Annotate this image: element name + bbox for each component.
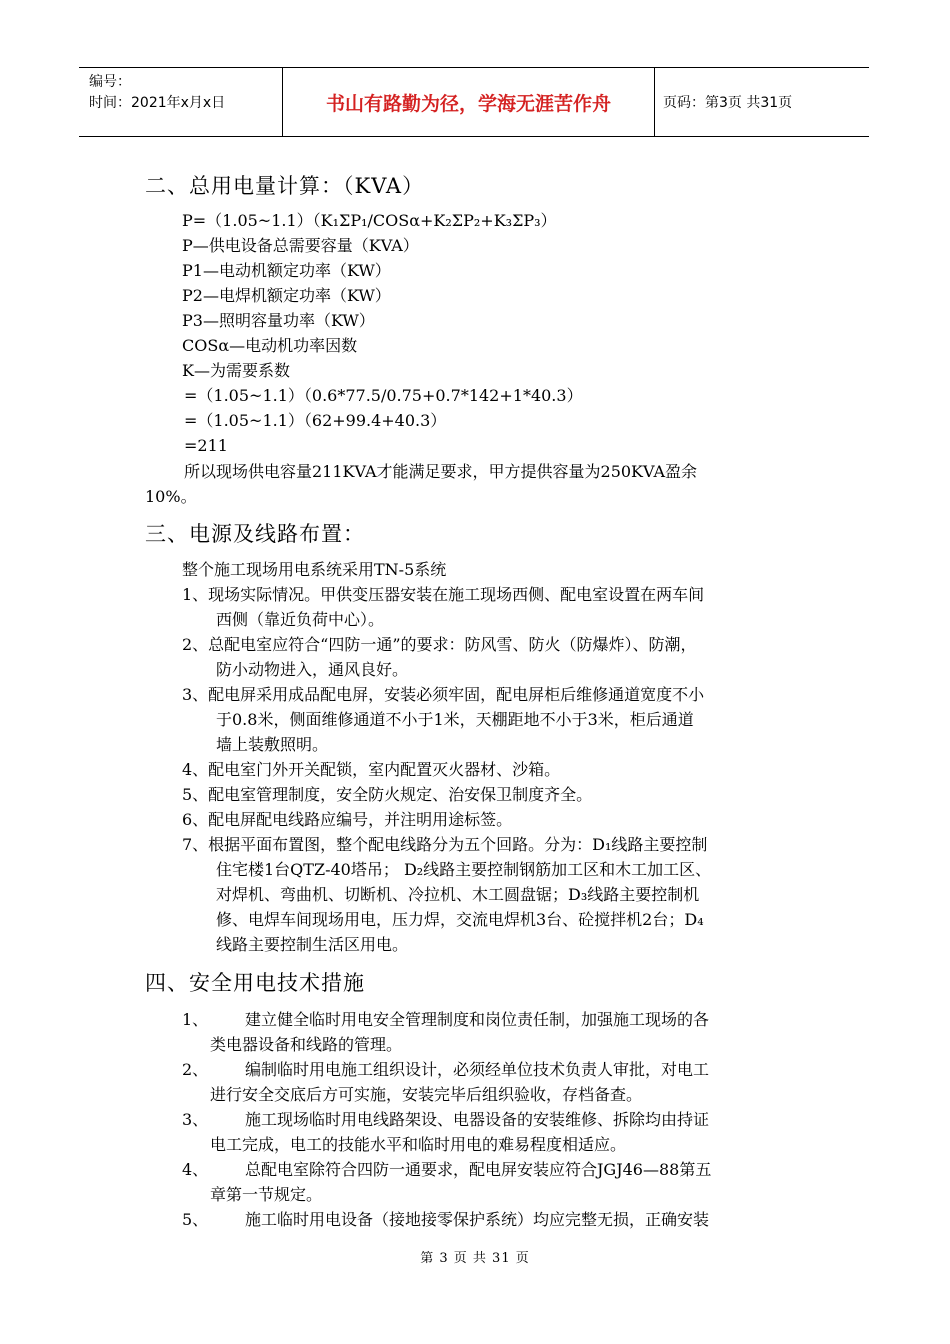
list-item-line: 线路主要控制生活区用电。: [216, 935, 409, 954]
list-item-line: 章第一节规定。: [210, 1185, 323, 1204]
list-item-number: 4、: [182, 1160, 209, 1179]
conclusion-line: 所以现场供电容量211KVA才能满足要求，甲方提供容量为250KVA盈余: [184, 462, 698, 481]
page-footer: 第 3 页 共 31 页: [420, 1251, 530, 1266]
def-line: P3—照明容量功率（KW）: [182, 311, 375, 330]
list-item-line: 5、配电室管理制度，安全防火规定、治安保卫制度齐全。: [182, 785, 593, 804]
list-item-line: 6、配电屏配电线路应编号，并注明用途标签。: [182, 810, 513, 829]
list-item-line: 施工现场临时用电线路架设、电器设备的安装维修、拆除均由持证: [245, 1110, 710, 1129]
list-item-line: 4、配电室门外开关配锁，室内配置灭火器材、沙箱。: [182, 760, 561, 779]
list-item-line: 修、电焊车间现场用电，压力焊，交流电焊机3台、砼搅拌机2台；D₄: [216, 910, 704, 929]
def-line: COSα—电动机功率因数: [182, 336, 358, 355]
section4-title: 四、安全用电技术措施: [145, 971, 365, 995]
list-item-line: 住宅楼1台QTZ-40塔吊； D₂线路主要控制钢筋加工区和木工加工区、: [216, 860, 712, 879]
list-item-line: 7、根据平面布置图，整个配电线路分为五个回路。分为：D₁线路主要控制: [182, 835, 708, 854]
list-item-number: 2、: [182, 1060, 209, 1079]
calc-line: =211: [184, 436, 228, 455]
def-line: K—为需要系数: [182, 361, 290, 380]
list-item-line: 总配电室除符合四防一通要求，配电屏安装应符合JGJ46—88第五: [245, 1160, 712, 1179]
conclusion-line: 10%。: [145, 487, 197, 506]
list-item-number: 3、: [182, 1110, 209, 1129]
header-motto: 书山有路勤为径，学海无涯苦作舟: [283, 68, 655, 136]
def-line: P—供电设备总需要容量（KVA）: [182, 236, 419, 255]
list-item-line: 于0.8米，侧面维修通道不小于1米，天棚距地不小于3米，柜后通道: [216, 710, 694, 729]
def-line: P1—电动机额定功率（KW）: [182, 261, 391, 280]
list-item-line: 防小动物进入，通风良好。: [216, 660, 409, 679]
list-item-line: 对焊机、弯曲机、切断机、冷拉机、木工圆盘锯；D₃线路主要控制机: [216, 885, 700, 904]
list-item-line: 1、现场实际情况。甲供变压器安装在施工现场西侧、配电室设置在两车间: [182, 585, 705, 604]
calc-line: =（1.05~1.1）（62+99.4+40.3）: [184, 411, 447, 430]
calc-line: =（1.05~1.1）（0.6*77.5/0.75+0.7*142+1*40.3）: [184, 386, 583, 405]
header-meta: [79, 68, 283, 136]
list-item-line: 建立健全临时用电安全管理制度和岗位责任制，加强施工现场的各: [245, 1010, 710, 1029]
header-page-info: 页码：第3页 共31页: [663, 95, 793, 111]
list-item-number: 1、: [182, 1010, 209, 1029]
list-item-line: 编制临时用电施工组织设计，必须经单位技术负责人审批，对电工: [245, 1060, 710, 1079]
list-item-number: 5、: [182, 1210, 209, 1229]
list-item-line: 墙上装敷照明。: [216, 735, 329, 754]
formula-line: P=（1.05~1.1）（K₁ΣP₁/COSα+K₂ΣP₂+K₃ΣP₃）: [182, 211, 557, 230]
list-item-line: 3、配电屏采用成品配电屏，安装必须牢固，配电屏柜后维修通道宽度不小: [182, 685, 705, 704]
list-item-line: 类电器设备和线路的管理。: [210, 1035, 403, 1054]
section3-intro: 整个施工现场用电系统采用TN-5系统: [182, 560, 447, 579]
list-item-line: 电工完成，电工的技能水平和临时用电的难易程度相适应。: [210, 1135, 627, 1154]
list-item-line: 施工临时用电设备（接地接零保护系统）均应完整无损，正确安装: [245, 1210, 710, 1229]
section3-title: 三、电源及线路布置：: [145, 522, 365, 546]
list-item-line: 西侧（靠近负荷中心）。: [216, 610, 385, 629]
number-label: 编号：: [89, 74, 131, 90]
section2-title: 二、总用电量计算：（KVA）: [145, 174, 425, 198]
list-item-line: 进行安全交底后方可实施，安装完毕后组织验收，存档备查。: [210, 1085, 643, 1104]
list-item-line: 2、总配电室应符合“四防一通”的要求：防风雪、防火（防爆炸）、防潮，: [182, 635, 697, 654]
def-line: P2—电焊机额定功率（KW）: [182, 286, 391, 305]
page-header: [79, 67, 869, 137]
time-label: 时间：2021年x月x日: [89, 95, 226, 111]
